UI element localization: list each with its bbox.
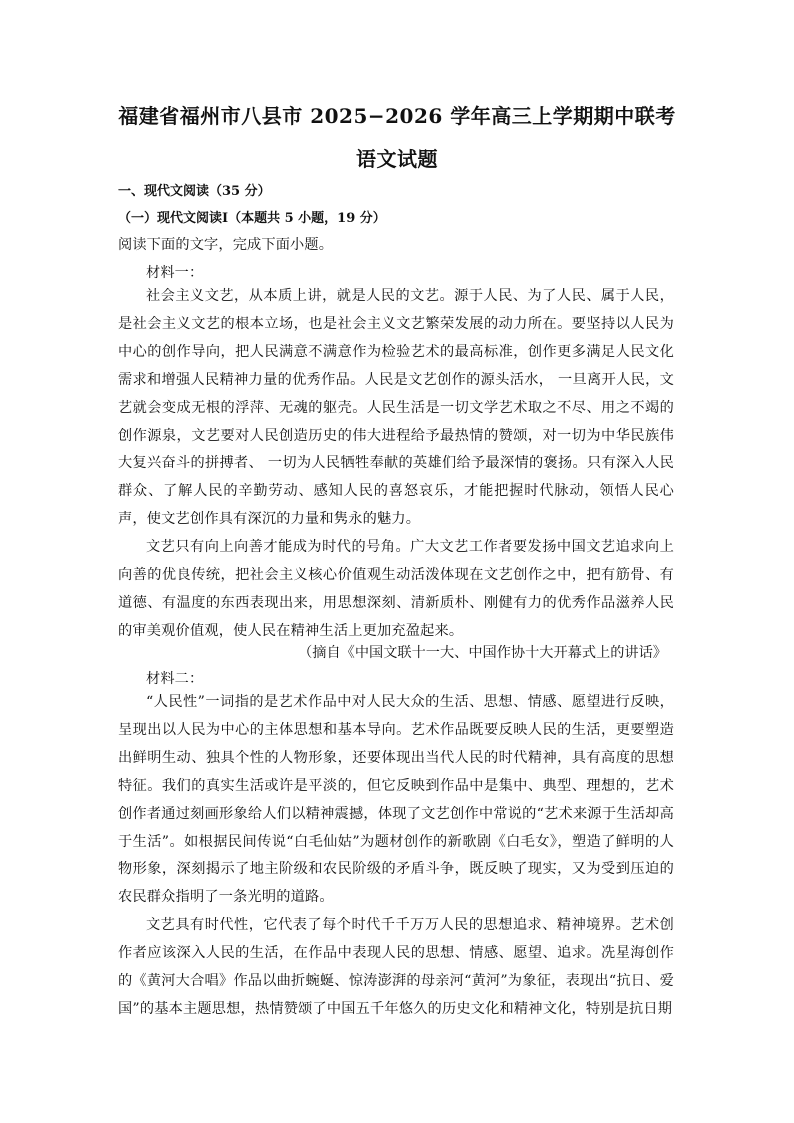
instruction-text: 阅读下面的文字，完成下面小题。 — [118, 237, 334, 253]
material1-source: （摘自《中国文联十一大、中国作协十大开幕式上的讲话》 — [298, 645, 667, 661]
material2-paragraph: 文艺具有时代性，它代表了每个时代千千万万人民的思想追求、精神境界。艺术创作者应该深入人民的生活，在作品中表现人民的思想、情感、愿望、追求。冼星海创作的《黄河大合唱》作品以曲折蜿蜒、惊涛澎湃的母亲河“黄河”为象征，表现出“抗日、爱国”的基本主题思想，热情赞颂了中国五千年悠久的历史文化和精神文化，特别是抗日期 — [118, 917, 674, 1017]
section-heading: 一、现代文阅读（35 分） — [118, 184, 271, 199]
material1-body — [118, 283, 674, 646]
material1-label: 材料一： — [146, 265, 204, 281]
subsection-heading: （一）现代文阅读Ⅰ（本题共 5 小题，19 分） — [118, 211, 386, 226]
material2-body — [118, 689, 674, 1024]
exam-title: 福建省福州市八县市 2025−2026 学年高三上学期期中联考 — [118, 104, 676, 128]
exam-subtitle: 语文试题 — [356, 147, 438, 171]
material2-paragraph: “人民性”一词指的是艺术作品中对人民大众的生活、思想、情感、愿望进行反映，呈现出以人民为中心的主体思想和基本导向。艺术作品既要反映人民的生活，更要塑造出鲜明生动、独具个性的人物形象，还要体现出当代人民的时代精神，具有高度的思想特征。我们的真实生活或许是平淡的，但它反映到作品中是集中、典型、理想的，艺术创作者通过刻画形象给人们以精神震撼，体现了文艺创作中常说的“艺术来源于生活却高于生活”。如根据民间传说“白毛仙姑”为题材创作的新歌剧《白毛女》，塑造了鲜明的人物形象，深刻揭示了地主阶级和农民阶级的矛盾斗争，既反映了现实，又为受到压迫的农民群众指明了一条光明的道路。 — [118, 694, 674, 906]
material1-paragraph: 社会主义文艺，从本质上讲，就是人民的文艺。源于人民、为了人民、属于人民，是社会主义文艺的根本立场，也是社会主义文艺繁荣发展的动力所在。要坚持以人民为中心的创作导向，把人民满意不满意作为检验艺术的最高标准，创作更多满足人民文化需求和增强人民精神力量的优秀作品。人民是文艺创作的源头活水， 一旦离开人民，文艺就会变成无根的浮萍、无魂的躯壳。人民生活是一切文学艺术取之不尽、用之不竭的创作源泉，文艺要对人民创造历史的伟大进程给予最热情的赞颂，对一切为中华民族伟大复兴奋斗的拼搏者、 一切为人民牺牲奉献的英雄们给予最深情的褒扬。只有深入人民群众、了解人民的辛勤劳动、感知人民的喜怒哀乐，才能把握时代脉动，领悟人民心声，使文艺创作具有深沉的力量和隽永的魅力。 — [118, 288, 674, 528]
material2-label: 材料二： — [146, 671, 204, 687]
material1-paragraph: 文艺只有向上向善才能成为时代的号角。广大文艺工作者要发扬中国文艺追求向上向善的优良传统，把社会主义核心价值观生动活泼体现在文艺创作之中，把有筋骨、有道德、有温度的东西表现出来，用思想深刻、清新质朴、刚健有力的优秀作品滋养人民的审美观价值观，使人民在精神生活上更加充盈起来。 — [118, 539, 674, 639]
